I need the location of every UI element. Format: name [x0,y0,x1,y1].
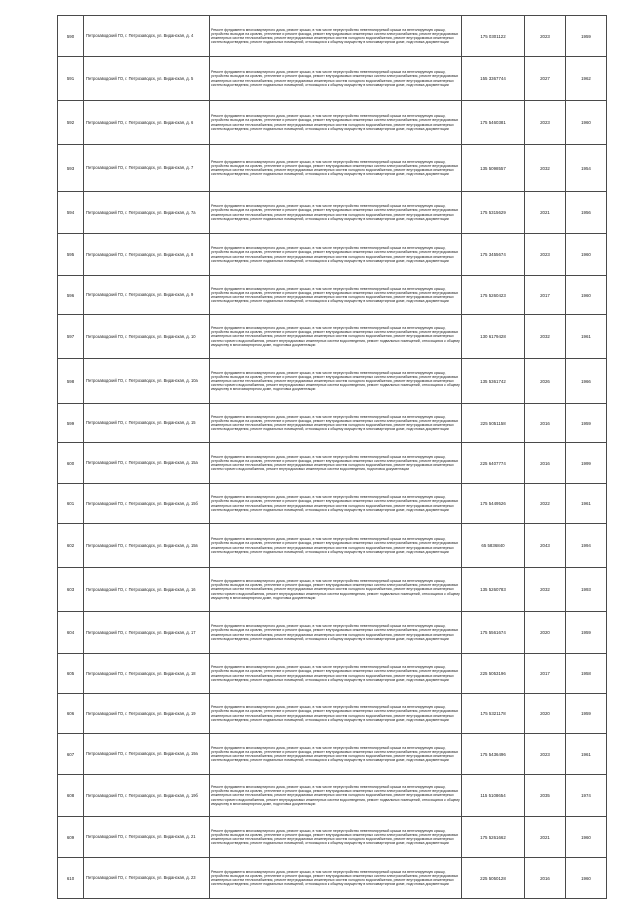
row-number: 592 [58,101,84,145]
works-cell [210,817,462,858]
works-cell [210,734,462,775]
table-row [58,443,607,484]
works-cell [210,16,462,57]
year-built-cell: 1959 [566,404,607,443]
cost-cell: 225 5050128 [462,858,525,899]
row-number: 590 [58,16,84,57]
year-built-cell: 1993 [566,568,607,612]
works-cell [210,524,462,568]
table-row [58,524,607,568]
year-planned-cell: 2035 [525,775,566,817]
year-planned-cell: 2022 [525,484,566,524]
table-row [58,817,607,858]
address-cell: Петрозаводский ГО, г. Петрозаводск, ул. Виданская, д. 21 [84,817,210,858]
row-number: 603 [58,568,84,612]
year-planned-cell: 2020 [525,694,566,734]
works-cell [210,359,462,404]
row-number: 591 [58,57,84,101]
year-planned-cell: 2027 [525,57,566,101]
table-row [58,234,607,276]
row-number: 595 [58,234,84,276]
row-number: 594 [58,192,84,234]
works-cell [210,443,462,484]
row-number: 599 [58,404,84,443]
table-row [58,315,607,359]
year-built-cell: 1959 [566,612,607,654]
cost-cell: 175 5260423 [462,276,525,315]
cost-cell: 225 5053196 [462,654,525,694]
year-built-cell: 1960 [566,234,607,276]
row-number: 608 [58,775,84,817]
row-number: 600 [58,443,84,484]
address-cell: Петрозаводский ГО, г. Петрозаводск, ул. Виданская, д. 9 [84,276,210,315]
cost-cell: 175 5460381 [462,101,525,145]
works-cell [210,775,462,817]
works-text: Ремонт фундамента многоквартирного дома, ремонт крыши, в том числе переустройство невентилируемой крыши на вентилируемую крышу, устройство выходов на кровлю, утепление и ремонт фасада, ремонт внутридомовых инженерных систем электроснабжения, ремонт внутридомовых инженерных систем теплоснабжения, ремонт внутридомовых инженерных систем холодного водоснабжения, ремонт внутридомовых инженерных систем водоотведения, ремонт подвальных помещений, относящихся к общему имуществу в многоквартирном доме, подготовка документации [211,745,459,763]
works-cell [210,654,462,694]
table-row [58,568,607,612]
works-text: Ремонт фундамента многоквартирного дома, ремонт крыши, в том числе переустройство невентилируемой крыши на вентилируемую крышу, устройство выходов на кровлю, утепление и ремонт фасада, ремонт внутридомовых инженерных систем электроснабжения, ремонт внутридомовых инженерных систем теплоснабжения, ремонт внутридомовых инженерных систем холодного водоснабжения, ремонт внутридомовых инженерных систем горячего водоснабжения, ремонт внутридомовых инженерных систем водоотведения, ремонт подвальных помещений, относящихся к общему имуществу в многоквартирном доме, подготовка документации [211,785,460,806]
row-number: 598 [58,359,84,404]
works-text: Ремонт фундамента многоквартирного дома, ремонт крыши, в том числе переустройство невентилируемой крыши на вентилируемую крышу, устройство выходов на кровлю, утепление и ремонт фасада, ремонт внутридомовых инженерных систем электроснабжения, ремонт внутридомовых инженерных систем теплоснабжения, ремонт внутридомовых инженерных систем холодного водоснабжения, ремонт внутридомовых инженерных систем водоотведения, ремонт подвальных помещений, относящихся к общему имуществу в многоквартирном доме, подготовка документации [211,70,459,87]
works-text: Ремонт фундамента многоквартирного дома, ремонт крыши, в том числе переустройство невентилируемой крыши на вентилируемую крышу, устройство выходов на кровлю, утепление и ремонт фасада, ремонт внутридомовых инженерных систем электроснабжения, ремонт внутридомовых инженерных систем теплоснабжения, ремонт внутридомовых инженерных систем холодного водоснабжения, ремонт внутридомовых инженерных систем горячего водоснабжения, ремонт внутридомовых инженерных систем водоотведения, ремонт подвальных помещений, относящихся к общему имуществу в многоквартирном доме, подготовка документации [211,326,460,347]
year-built-cell: 1959 [566,16,607,57]
address-cell: Петрозаводский ГО, г. Петрозаводск, ул. Виданская, д. 6 [84,101,210,145]
cost-cell: 65 5836840 [462,524,525,568]
works-text: Ремонт фундамента многоквартирного дома, ремонт крыши, в том числе переустройство невентилируемой крыши на вентилируемую крышу, устройство выходов на кровлю, утепление и ремонт фасада, ремонт внутридомовых инженерных систем электроснабжения, ремонт внутридомовых инженерных систем теплоснабжения, ремонт внутридомовых инженерных систем холодного водоснабжения, ремонт внутридомовых инженерных систем водоотведения, ремонт подвальных помещений, относящихся к общему имуществу в многоквартирном доме, подготовка документации [211,414,459,432]
works-text: Ремонт фундамента многоквартирного дома, ремонт крыши, в том числе переустройство невентилируемой крыши на вентилируемую крышу, устройство выходов на кровлю, утепление и ремонт фасада, ремонт внутридомовых инженерных систем электроснабжения, ремонт внутридомовых инженерных систем теплоснабжения, ремонт внутридомовых инженерных систем холодного водоснабжения, ремонт внутридомовых инженерных систем водоотведения, ремонт подвальных помещений, относящихся к общему имуществу в многоквартирном доме, подготовка документации [211,495,459,512]
works-cell [210,484,462,524]
table-row [58,404,607,443]
year-built-cell: 1960 [566,858,607,899]
address-cell: Петрозаводский ГО, г. Петрозаводск, ул. Виданская, д. 19 [84,694,210,734]
works-text: Ремонт фундамента многоквартирного дома, ремонт крыши, в том числе переустройство невентилируемой крыши на вентилируемую крышу, устройство выходов на кровлю, утепление и ремонт фасада, ремонт внутридомовых инженерных систем электроснабжения, ремонт внутридомовых инженерных систем теплоснабжения, ремонт внутридомовых инженерных систем холодного водоснабжения, ремонт внутридомовых инженерных систем горячего водоснабжения, ремонт внутридомовых инженерных систем водоотведения, ремонт подвальных помещений, относящихся к общему имуществу в многоквартирном доме, подготовка документации [211,370,460,392]
table-row [58,484,607,524]
table-row [58,775,607,817]
address-cell: Петрозаводский ГО, г. Петрозаводск, ул. Виданская, д. 7 [84,145,210,192]
year-built-cell: 1960 [566,101,607,145]
row-number: 597 [58,315,84,359]
cost-cell: 175 5315629 [462,192,525,234]
table-row [58,276,607,315]
document-page [57,15,601,899]
address-cell: Петрозаводский ГО, г. Петрозаводск, ул. Виданская, д. 15б [84,484,210,524]
year-planned-cell: 2032 [525,568,566,612]
works-cell [210,858,462,899]
cost-cell: 135 5098557 [462,145,525,192]
works-text: Ремонт фундамента многоквартирного дома, ремонт крыши, в том числе переустройство невентилируемой крыши на вентилируемую крышу, устройство выходов на кровлю, утепление и ремонт фасада, ремонт внутридомовых инженерных систем электроснабжения, ремонт внутридомовых инженерных систем теплоснабжения, ремонт внутридомовых инженерных систем холодного водоснабжения, ремонт внутридомовых инженерных систем горячего водоснабжения, ремонт внутридомовых инженерных систем водоотведения, ремонт подвальных помещений, относящихся к общему имуществу в многоквартирном доме, подготовка документации [211,579,460,600]
cost-cell: 175 0301122 [462,16,525,57]
address-cell: Петрозаводский ГО, г. Петрозаводск, ул. Виданская, д. 15а [84,443,210,484]
year-planned-cell: 2043 [525,524,566,568]
year-planned-cell: 2026 [525,359,566,404]
works-text: Ремонт фундамента многоквартирного дома, ремонт крыши, в том числе переустройство невентилируемой крыши на вентилируемую крышу, устройство выходов на кровлю, утепление и ремонт фасада, ремонт внутридомовых инженерных систем электроснабжения, ремонт внутридомовых инженерных систем теплоснабжения, ремонт внутридомовых инженерных систем холодного водоснабжения, ремонт внутридомовых инженерных систем водоотведения, ремонт подвальных помещений, относящихся к общему имуществу в многоквартирном доме, подготовка документации [211,114,459,131]
works-text: Ремонт фундамента многоквартирного дома, ремонт крыши, в том числе переустройство невентилируемой крыши на вентилируемую крышу, устройство выходов на кровлю, утепление и ремонт фасада, ремонт внутридомовых инженерных систем электроснабжения, ремонт внутридомовых инженерных систем теплоснабжения, ремонт внутридомовых инженерных систем холодного водоснабжения, ремонт внутридомовых инженерных систем водоотведения, ремонт подвальных помещений, относящихся к общему имуществу в многоквартирном доме, подготовка документации [211,665,459,682]
cost-cell: 175 5321178 [462,694,525,734]
address-cell: Петрозаводский ГО, г. Петрозаводск, ул. Виданская, д. 15 [84,404,210,443]
address-cell: Петрозаводский ГО, г. Петрозаводск, ул. Виданская, д. 19б [84,775,210,817]
cost-cell: 225 6407774 [462,443,525,484]
address-cell: Петрозаводский ГО, г. Петрозаводск, ул. Виданская, д. 16 [84,568,210,612]
year-planned-cell: 2032 [525,145,566,192]
address-cell: Петрозаводский ГО, г. Петрозаводск, ул. Виданская, д. 19а [84,734,210,775]
address-cell: Петрозаводский ГО, г. Петрозаводск, ул. Виданская, д. 10а [84,359,210,404]
works-cell [210,404,462,443]
cost-cell: 130 6179428 [462,315,525,359]
table-row [58,654,607,694]
address-cell: Петрозаводский ГО, г. Петрозаводск, ул. Виданская, д. 18 [84,654,210,694]
row-number: 605 [58,654,84,694]
works-text: Ремонт фундамента многоквартирного дома, ремонт крыши, в том числе переустройство невентилируемой крыши на вентилируемую крышу, устройство выходов на кровлю, утепление и ремонт фасада, ремонт внутридомовых инженерных систем электроснабжения, ремонт внутридомовых инженерных систем теплоснабжения, ремонт внутридомовых инженерных систем холодного водоснабжения, ремонт внутридомовых инженерных систем водоотведения, ремонт подвальных помещений, относящихся к общему имуществу в многоквартирном доме, подготовка документации [211,537,459,554]
cost-cell: 115 5108654 [462,775,525,817]
works-text: Ремонт фундамента многоквартирного дома, ремонт крыши, в том числе переустройство невентилируемой крыши на вентилируемую крышу, устройство выходов на кровлю, утепление и ремонт фасада, ремонт внутридомовых инженерных систем электроснабжения, ремонт внутридомовых инженерных систем теплоснабжения, ремонт внутридомовых инженерных систем холодного водоснабжения, ремонт внутридомовых инженерных систем водоотведения, ремонт подвальных помещений, относящихся к общему имуществу в многоквартирном доме, подготовка документации [211,869,459,887]
works-cell [210,612,462,654]
year-built-cell: 1958 [566,654,607,694]
row-number: 601 [58,484,84,524]
row-number: 609 [58,817,84,858]
year-planned-cell: 2032 [525,315,566,359]
year-planned-cell: 2023 [525,734,566,775]
works-text: Ремонт фундамента многоквартирного дома, ремонт крыши, в том числе переустройство невентилируемой крыши на вентилируемую крышу, устройство выходов на кровлю, утепление и ремонт фасада, ремонт внутридомовых инженерных систем электроснабжения, ремонт внутридомовых инженерных систем теплоснабжения, ремонт внутридомовых инженерных систем холодного водоснабжения, ремонт внутридомовых инженерных систем водоотведения, ремонт подвальных помещений, относящихся к общему имуществу в многоквартирном доме, подготовка документации [211,705,459,722]
address-cell: Петрозаводский ГО, г. Петрозаводск, ул. Виданская, д. 10 [84,315,210,359]
year-built-cell: 1961 [566,734,607,775]
year-built-cell: 1960 [566,817,607,858]
works-cell [210,57,462,101]
works-text: Ремонт фундамента многоквартирного дома, ремонт крыши, в том числе переустройство невентилируемой крыши на вентилируемую крышу, устройство выходов на кровлю, утепление и ремонт фасада, ремонт внутридомовых инженерных систем электроснабжения, ремонт внутридомовых инженерных систем теплоснабжения, ремонт внутридомовых инженерных систем холодного водоснабжения, ремонт внутридомовых инженерных систем горячего водоснабжения, ремонт внутридомовых инженерных систем водоотведения, подготовка документации [211,454,459,472]
table-row [58,734,607,775]
table-row [58,145,607,192]
cost-cell: 155 3367744 [462,57,525,101]
table-row [58,192,607,234]
year-planned-cell: 2017 [525,276,566,315]
works-cell [210,315,462,359]
capital-repair-table [57,15,607,899]
row-number: 610 [58,858,84,899]
row-number: 596 [58,276,84,315]
works-cell [210,101,462,145]
row-number: 604 [58,612,84,654]
year-built-cell: 1974 [566,775,607,817]
cost-cell: 175 5261662 [462,817,525,858]
works-text: Ремонт фундамента многоквартирного дома, ремонт крыши, в том числе переустройство невентилируемой крыши на вентилируемую крышу, устройство выходов на кровлю, утепление и ремонт фасада, ремонт внутридомовых инженерных систем электроснабжения, ремонт внутридомовых инженерных систем теплоснабжения, ремонт внутридомовых инженерных систем холодного водоснабжения, ремонт внутридомовых инженерных систем водоотведения, ремонт подвальных помещений, относящихся к общему имуществу в многоквартирном доме, подготовка документации [211,159,459,177]
year-planned-cell: 2016 [525,443,566,484]
address-cell: Петрозаводский ГО, г. Петрозаводск, ул. Виданская, д. 17 [84,612,210,654]
works-text: Ремонт фундамента многоквартирного дома, ремонт крыши, в том числе переустройство невентилируемой крыши на вентилируемую крышу, устройство выходов на кровлю, утепление и ремонт фасада, ремонт внутридомовых инженерных систем электроснабжения, ремонт внутридомовых инженерных систем теплоснабжения, ремонт внутридомовых инженерных систем холодного водоснабжения, ремонт внутридомовых инженерных систем водоотведения, ремонт подвальных помещений, относящихся к общему имуществу в многоквартирном доме, подготовка документации [211,246,459,263]
works-text: Ремонт фундамента многоквартирного дома, ремонт крыши, в том числе переустройство невентилируемой крыши на вентилируемую крышу, устройство выходов на кровлю, утепление и ремонт фасада, ремонт внутридомовых инженерных систем электроснабжения, ремонт внутридомовых инженерных систем теплоснабжения, ремонт внутридомовых инженерных систем холодного водоснабжения, ремонт внутридомовых инженерных систем водоотведения, ремонт подвальных помещений, относящихся к общему имуществу в многоквартирном доме, подготовка документации [211,286,459,304]
table-row [58,57,607,101]
year-planned-cell: 2021 [525,192,566,234]
row-number: 607 [58,734,84,775]
address-cell: Петрозаводский ГО, г. Петрозаводск, ул. Виданская, д. 7а [84,192,210,234]
address-cell: Петрозаводский ГО, г. Петрозаводск, ул. Виданская, д. 5 [84,57,210,101]
year-built-cell: 1962 [566,57,607,101]
year-built-cell: 1959 [566,694,607,734]
year-built-cell: 1956 [566,192,607,234]
works-text: Ремонт фундамента многоквартирного дома, ремонт крыши, в том числе переустройство невентилируемой крыши на вентилируемую крышу, устройство выходов на кровлю, утепление и ремонт фасада, ремонт внутридомовых инженерных систем электроснабжения, ремонт внутридомовых инженерных систем теплоснабжения, ремонт внутридомовых инженерных систем холодного водоснабжения, ремонт внутридомовых инженерных систем водоотведения, ремонт подвальных помещений, относящихся к общему имуществу в многоквартирном доме, подготовка документации [211,828,459,846]
table-row [58,612,607,654]
works-cell [210,192,462,234]
works-text: Ремонт фундамента многоквартирного дома, ремонт крыши, в том числе переустройство невентилируемой крыши на вентилируемую крышу, устройство выходов на кровлю, утепление и ремонт фасада, ремонт внутридомовых инженерных систем электроснабжения, ремонт внутридомовых инженерных систем теплоснабжения, ремонт внутридомовых инженерных систем холодного водоснабжения, ремонт внутридомовых инженерных систем водоотведения, ремонт подвальных помещений, относящихся к общему имуществу в многоквартирном доме, подготовка документации [211,204,459,221]
year-planned-cell: 2016 [525,404,566,443]
year-built-cell: 1999 [566,443,607,484]
cost-cell: 175 5561674 [462,612,525,654]
cost-cell: 175 5436496 [462,734,525,775]
year-planned-cell: 2017 [525,654,566,694]
row-number: 593 [58,145,84,192]
year-planned-cell: 2016 [525,858,566,899]
row-number: 602 [58,524,84,568]
year-planned-cell: 2023 [525,234,566,276]
year-planned-cell: 2020 [525,612,566,654]
works-cell [210,234,462,276]
year-built-cell: 1994 [566,524,607,568]
year-built-cell: 1961 [566,484,607,524]
year-built-cell: 1954 [566,145,607,192]
year-built-cell: 1960 [566,276,607,315]
works-cell [210,145,462,192]
works-cell [210,276,462,315]
address-cell: Петрозаводский ГО, г. Петрозаводск, ул. Виданская, д. 4 [84,16,210,57]
cost-cell: 175 3455674 [462,234,525,276]
table-row [58,359,607,404]
table-row [58,101,607,145]
year-planned-cell: 2021 [525,817,566,858]
cost-cell: 135 5260783 [462,568,525,612]
year-built-cell: 1966 [566,359,607,404]
cost-cell: 135 5361742 [462,359,525,404]
works-cell [210,694,462,734]
table-row [58,694,607,734]
cost-cell: 225 5051158 [462,404,525,443]
table-body [58,16,607,899]
works-text: Ремонт фундамента многоквартирного дома, ремонт крыши, в том числе переустройство невентилируемой крыши на вентилируемую крышу, устройство выходов на кровлю, утепление и ремонт фасада, ремонт внутридомовых инженерных систем электроснабжения, ремонт внутридомовых инженерных систем теплоснабжения, ремонт внутридомовых инженерных систем холодного водоснабжения, ремонт внутридомовых инженерных систем водоотведения, ремонт подвальных помещений, относящихся к общему имуществу в многоквартирном доме, подготовка документации [211,624,459,641]
address-cell: Петрозаводский ГО, г. Петрозаводск, ул. Виданская, д. 23 [84,858,210,899]
cost-cell: 175 5449526 [462,484,525,524]
table-row [58,858,607,899]
address-cell: Петрозаводский ГО, г. Петрозаводск, ул. Виданская, д. 8 [84,234,210,276]
year-planned-cell: 2023 [525,101,566,145]
year-built-cell: 1961 [566,315,607,359]
address-cell: Петрозаводский ГО, г. Петрозаводск, ул. Виданская, д. 15в [84,524,210,568]
works-cell [210,568,462,612]
row-number: 606 [58,694,84,734]
works-text: Ремонт фундамента многоквартирного дома, ремонт крыши, в том числе переустройство невентилируемой крыши на вентилируемую крышу, устройство выходов на кровлю, утепление и ремонт фасада, ремонт внутридомовых инженерных систем электроснабжения, ремонт внутридомовых инженерных систем теплоснабжения, ремонт внутридомовых инженерных систем холодного водоснабжения, ремонт внутридомовых инженерных систем водоотведения, ремонт подвальных помещений, относящихся к общему имуществу в многоквартирном доме, подготовка документации [211,27,459,45]
year-planned-cell: 2023 [525,16,566,57]
table-row [58,16,607,57]
